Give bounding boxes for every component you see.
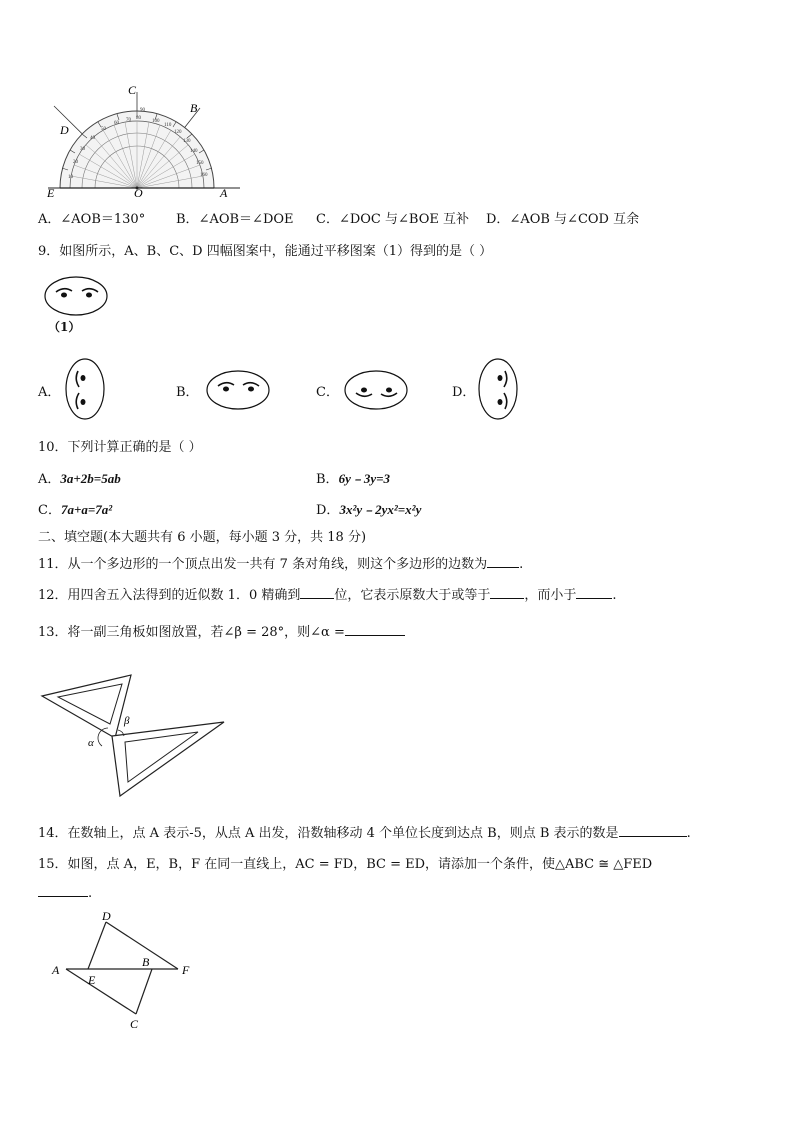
option-text: 6y﹣3y=3: [338, 471, 391, 486]
label-B: B: [142, 955, 150, 969]
q9-stem: 9．如图所示，A、B、C、D 四幅图案中，能通过平移图案（1）得到的是（ ）: [38, 244, 493, 259]
q9-option-c-label[interactable]: C．: [316, 385, 339, 400]
q15-end: .: [88, 886, 93, 901]
q13-text: 13．将一副三角板如图放置，若∠β = 28°，则∠α =: [38, 625, 345, 640]
svg-text:10: 10: [68, 175, 73, 180]
q10-option-a[interactable]: [38, 468, 121, 487]
option-text: ∠AOB＝130°: [60, 212, 146, 227]
q12-part2: 位，它表示原数大于或等于: [334, 588, 491, 603]
option-label: A．: [38, 212, 61, 227]
svg-text:90: 90: [140, 108, 145, 113]
q8-option-c-row: [316, 208, 469, 227]
q11-answer-blank[interactable]: [487, 555, 519, 568]
q9-option-d-label[interactable]: D．: [452, 385, 476, 400]
q15-text: 15．如图，点 A，E，B，F 在同一直线上，AC = FD，BC = ED，请添加一个条件，使△ABC ≅ △FED: [38, 857, 653, 872]
q11-end: .: [519, 557, 524, 572]
q8-option-b[interactable]: [176, 212, 294, 227]
option-label: D．: [316, 503, 340, 518]
q13-answer-blank[interactable]: [345, 623, 405, 636]
label-F: F: [182, 963, 190, 977]
label-A: A: [220, 186, 228, 200]
label-B: B: [190, 101, 198, 115]
label-A: A: [52, 963, 60, 977]
label-O: O: [134, 186, 143, 200]
q9-option-a-figure[interactable]: [64, 357, 108, 421]
q8-options: [38, 208, 145, 227]
svg-text:40: 40: [90, 136, 95, 141]
q9-figure-1: [42, 275, 112, 320]
q10-stem: 10．下列计算正确的是（ ）: [38, 440, 202, 455]
q15-answer-row: [38, 884, 92, 901]
option-text: ∠DOC 与∠BOE 互补: [338, 212, 469, 227]
option-text: 7a+a=7a²: [60, 502, 113, 517]
q9-option-b-label[interactable]: B．: [176, 385, 199, 400]
label-D: D: [102, 909, 111, 923]
q9-option-c-figure[interactable]: [342, 368, 410, 412]
svg-text:100: 100: [152, 119, 160, 124]
q8-option-d-row: [486, 208, 639, 227]
protractor-figure: [40, 78, 250, 200]
q8-option-d[interactable]: [486, 212, 639, 227]
svg-text:140: 140: [190, 149, 198, 154]
q15-figure: [46, 908, 196, 1032]
svg-text:20: 20: [73, 160, 78, 165]
label-E: E: [88, 973, 96, 987]
option-label: D．: [486, 212, 510, 227]
q13-triangles-figure: [38, 672, 230, 800]
svg-text:130: 130: [183, 139, 191, 144]
q12-blank-3[interactable]: [576, 586, 612, 599]
q12-end: .: [612, 588, 617, 603]
q9-option-b-figure[interactable]: [204, 368, 272, 412]
option-text: ∠AOB＝∠DOE: [198, 212, 294, 227]
q14-end: .: [686, 826, 691, 841]
q9-option-a-label[interactable]: A．: [38, 385, 61, 400]
svg-text:50: 50: [101, 127, 106, 132]
label-C: C: [130, 1017, 139, 1031]
q10-option-b[interactable]: [316, 468, 390, 487]
svg-text:150: 150: [196, 161, 204, 166]
q8-option-a[interactable]: [38, 212, 145, 227]
svg-text:70: 70: [126, 118, 131, 123]
option-label: B．: [316, 472, 339, 487]
svg-text:110: 110: [164, 123, 172, 128]
label-E: E: [47, 186, 55, 200]
svg-text:60: 60: [114, 121, 119, 126]
beta-label: β: [124, 715, 130, 727]
label-C: C: [128, 83, 137, 97]
q12-blank-1[interactable]: [300, 586, 334, 599]
q14: [38, 822, 691, 841]
q13: [38, 621, 405, 640]
label-D: D: [60, 123, 69, 137]
svg-text:120: 120: [174, 130, 182, 135]
q11: [38, 553, 523, 572]
q8-option-b-row: [176, 208, 294, 227]
q12-part3: ，而小于: [524, 588, 577, 603]
svg-text:160: 160: [200, 173, 208, 178]
q12: [38, 584, 617, 603]
alpha-label: α: [88, 737, 94, 749]
option-text: 3a+2b=5ab: [60, 471, 121, 486]
q14-answer-blank[interactable]: [619, 824, 687, 837]
q15-answer-blank[interactable]: [38, 884, 88, 897]
q10-option-d[interactable]: [316, 499, 421, 518]
option-text: 3x²y﹣2yx²=x²y: [339, 502, 422, 517]
option-text: ∠AOB 与∠COD 互余: [509, 212, 640, 227]
svg-text:30: 30: [80, 147, 85, 152]
q9-figure-caption: （1）: [48, 320, 81, 334]
option-label: C．: [316, 212, 339, 227]
q8-option-c[interactable]: [316, 212, 469, 227]
svg-text:80: 80: [136, 116, 141, 121]
q11-text: 11．从一个多边形的一个顶点出发一共有 7 条对角线，则这个多边形的边数为: [38, 557, 488, 572]
q10-option-c[interactable]: [38, 499, 112, 518]
option-label: B．: [176, 212, 199, 227]
section-2-heading: 二、填空题(本大题共有 6 小题，每小题 3 分，共 18 分): [38, 530, 367, 545]
q14-text: 14．在数轴上，点 A 表示-5，从点 A 出发，沿数轴移动 4 个单位长度到达点 B，则点 B 表示的数是: [38, 826, 619, 841]
option-label: C．: [38, 503, 61, 518]
q9-option-d-figure[interactable]: [476, 357, 520, 421]
q12-part1: 12．用四舍五入法得到的近似数 1．0 精确到: [38, 588, 301, 603]
option-label: A．: [38, 472, 61, 487]
q12-blank-2[interactable]: [490, 586, 524, 599]
